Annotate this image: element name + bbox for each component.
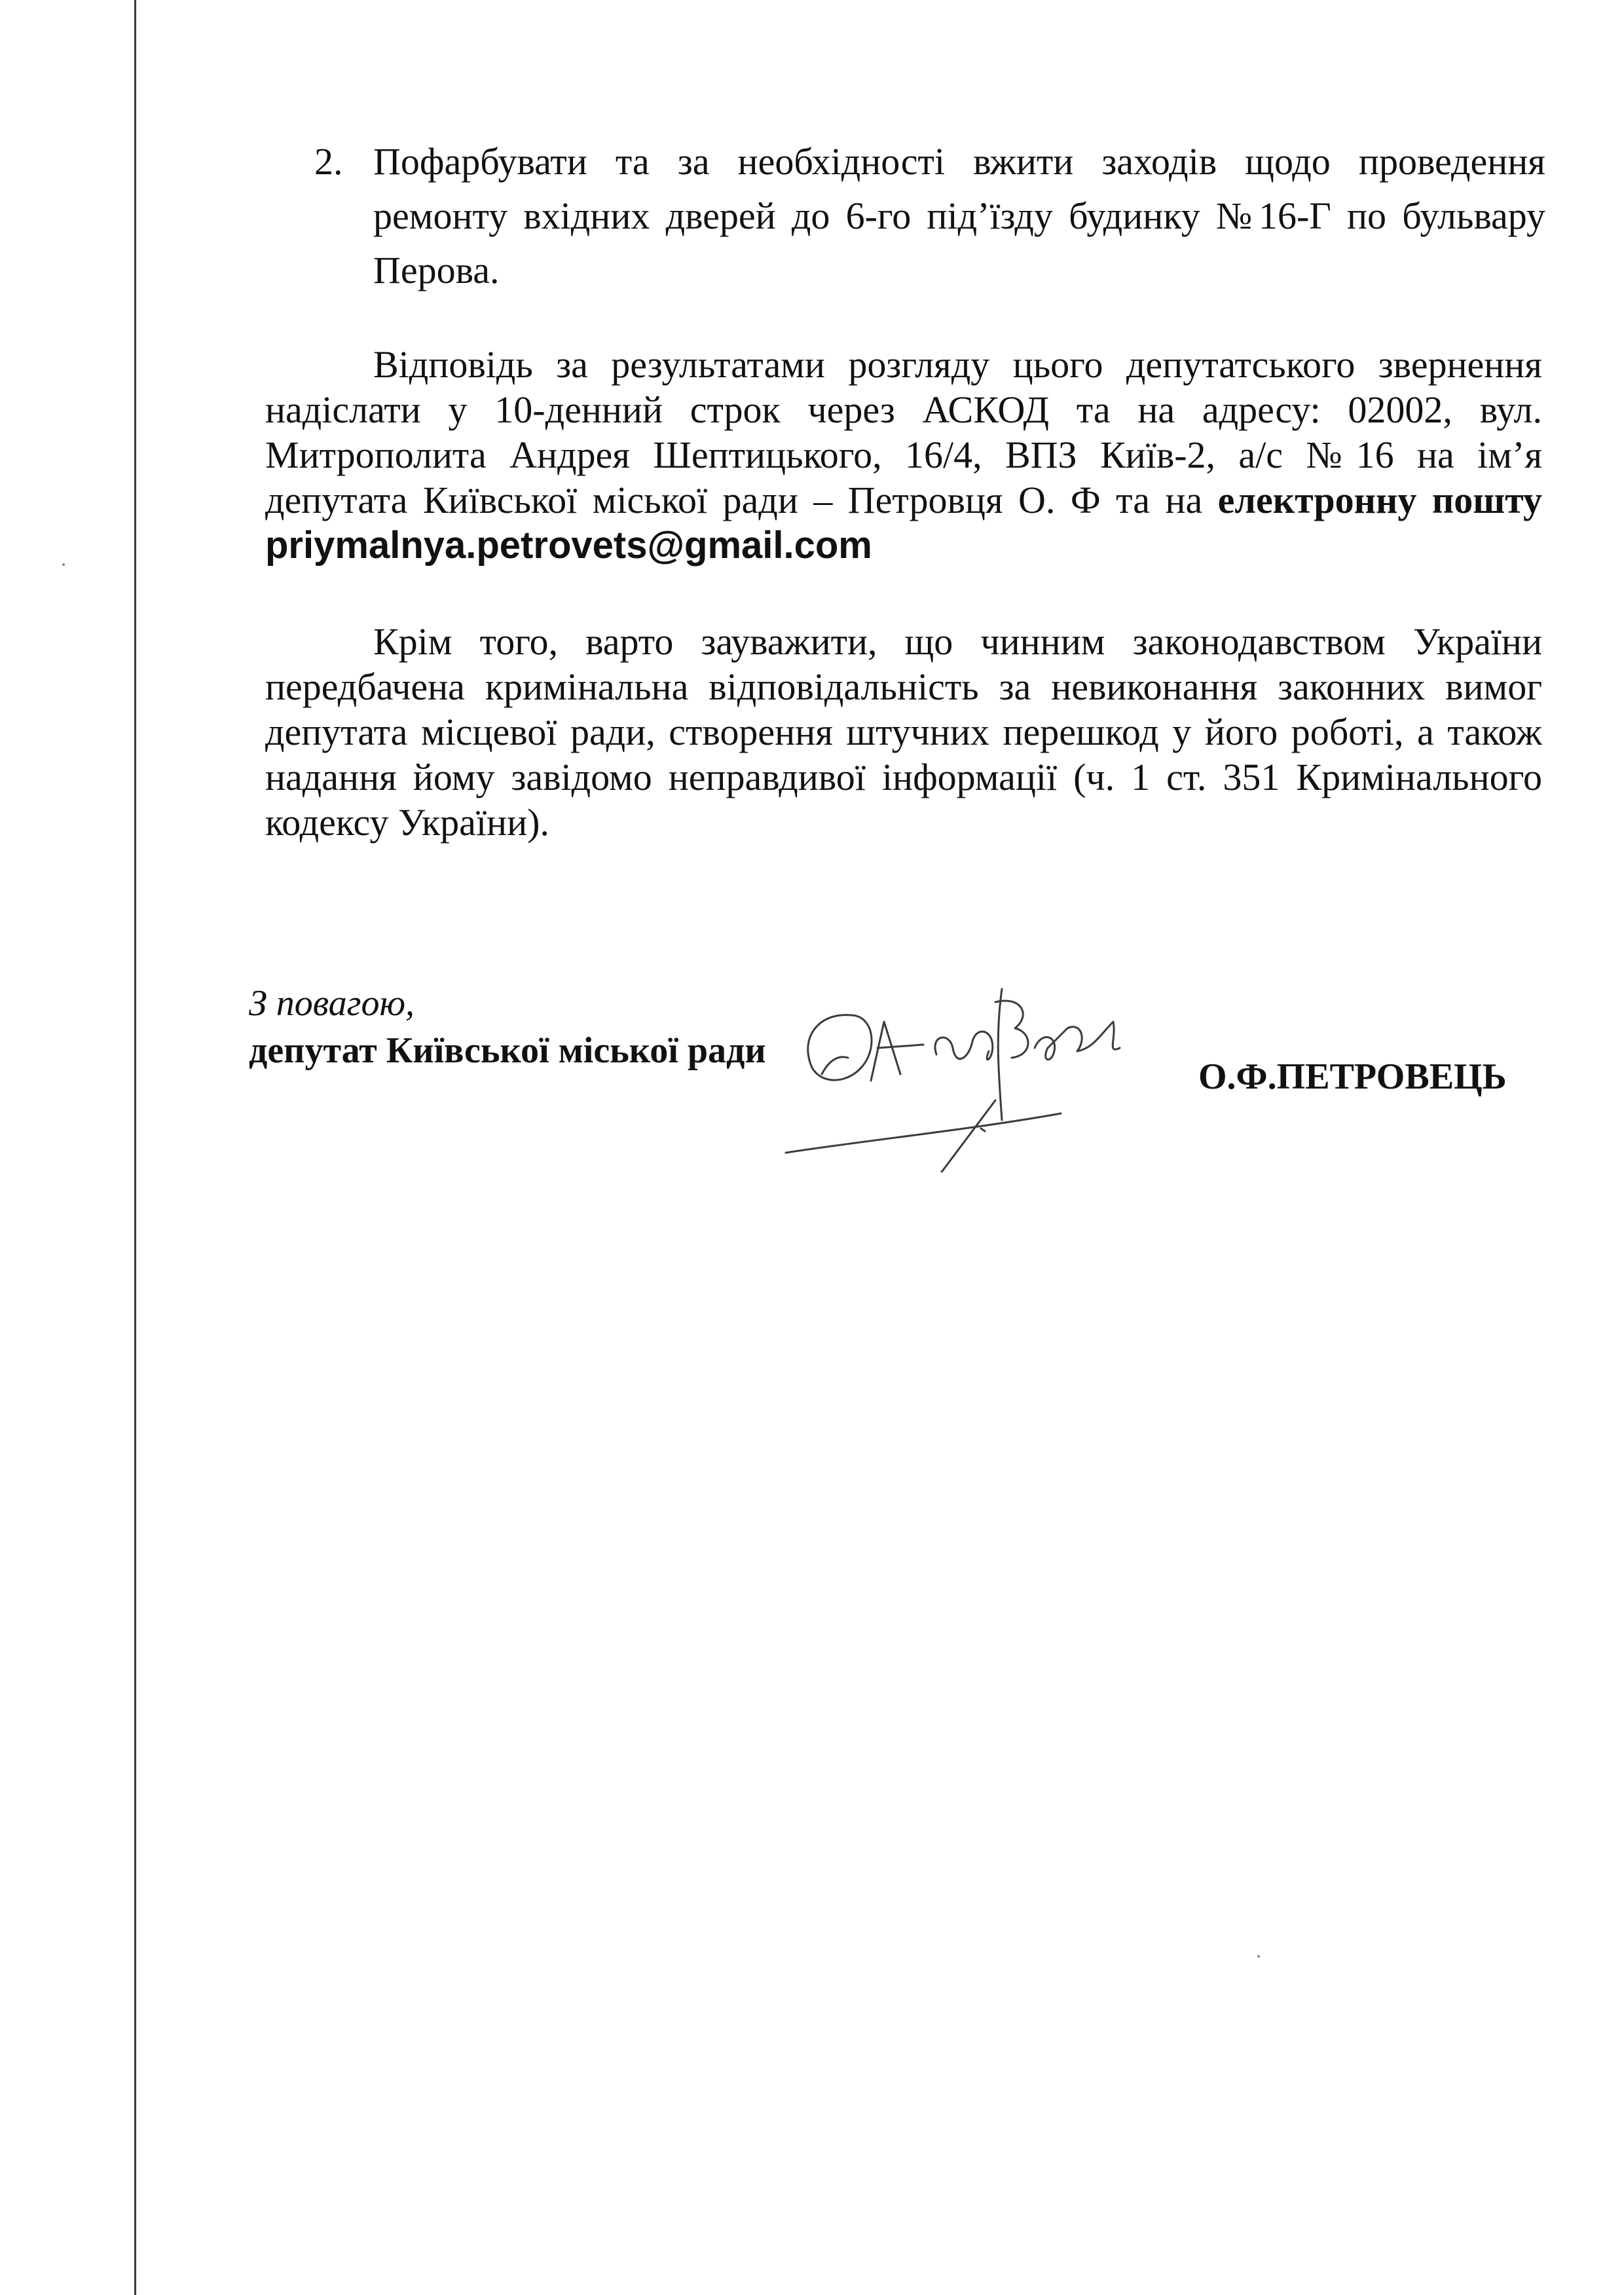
legal-paragraph: Крім того, варто зауважити, що чинним законодавством України передбачена кримінальна відповідальність за невиконання законних вимог депутата місцевої ради, створення штучних перешкод у його роботі, а також надання йому завідомо неправдивої інформації (ч. 1 ст. 351 Кримінального кодексу України).	[265, 620, 1542, 844]
scan-speck	[62, 563, 65, 566]
page-margin-line	[134, 0, 136, 2295]
signer-title: депутат Київської міської ради	[249, 1030, 766, 1071]
closing-salutation: З повагою,	[249, 983, 415, 1024]
signer-name: О.Ф.ПЕТРОВЕЦЬ	[1198, 1056, 1507, 1097]
list-item-text: Пофарбувати та за необхідності вжити заходів щодо проведення ремонту вхідних дверей до 6-го під’їзду будинку №16-Г по бульвару Перова.	[373, 140, 1545, 291]
response-text: Відповідь за результатами розгляду цього депутатського звернення надіслати у 10-денний строк через АСКОД та на адресу: 02002, вул. Митрополита Андрея Шептицького, 16/4, ВПЗ Київ-2, а/с №16 на ім’я депутата Київської міської ради – Петровця О. Ф та на	[265, 343, 1542, 521]
email-label: електронну пошту	[1217, 479, 1542, 521]
email-address: priymalnya.petrovets@gmail.com	[265, 524, 872, 567]
list-item-number: 2.	[314, 140, 343, 183]
response-paragraph	[265, 342, 1542, 568]
handwritten-signature	[773, 976, 1166, 1172]
scan-speck	[1257, 1955, 1260, 1958]
